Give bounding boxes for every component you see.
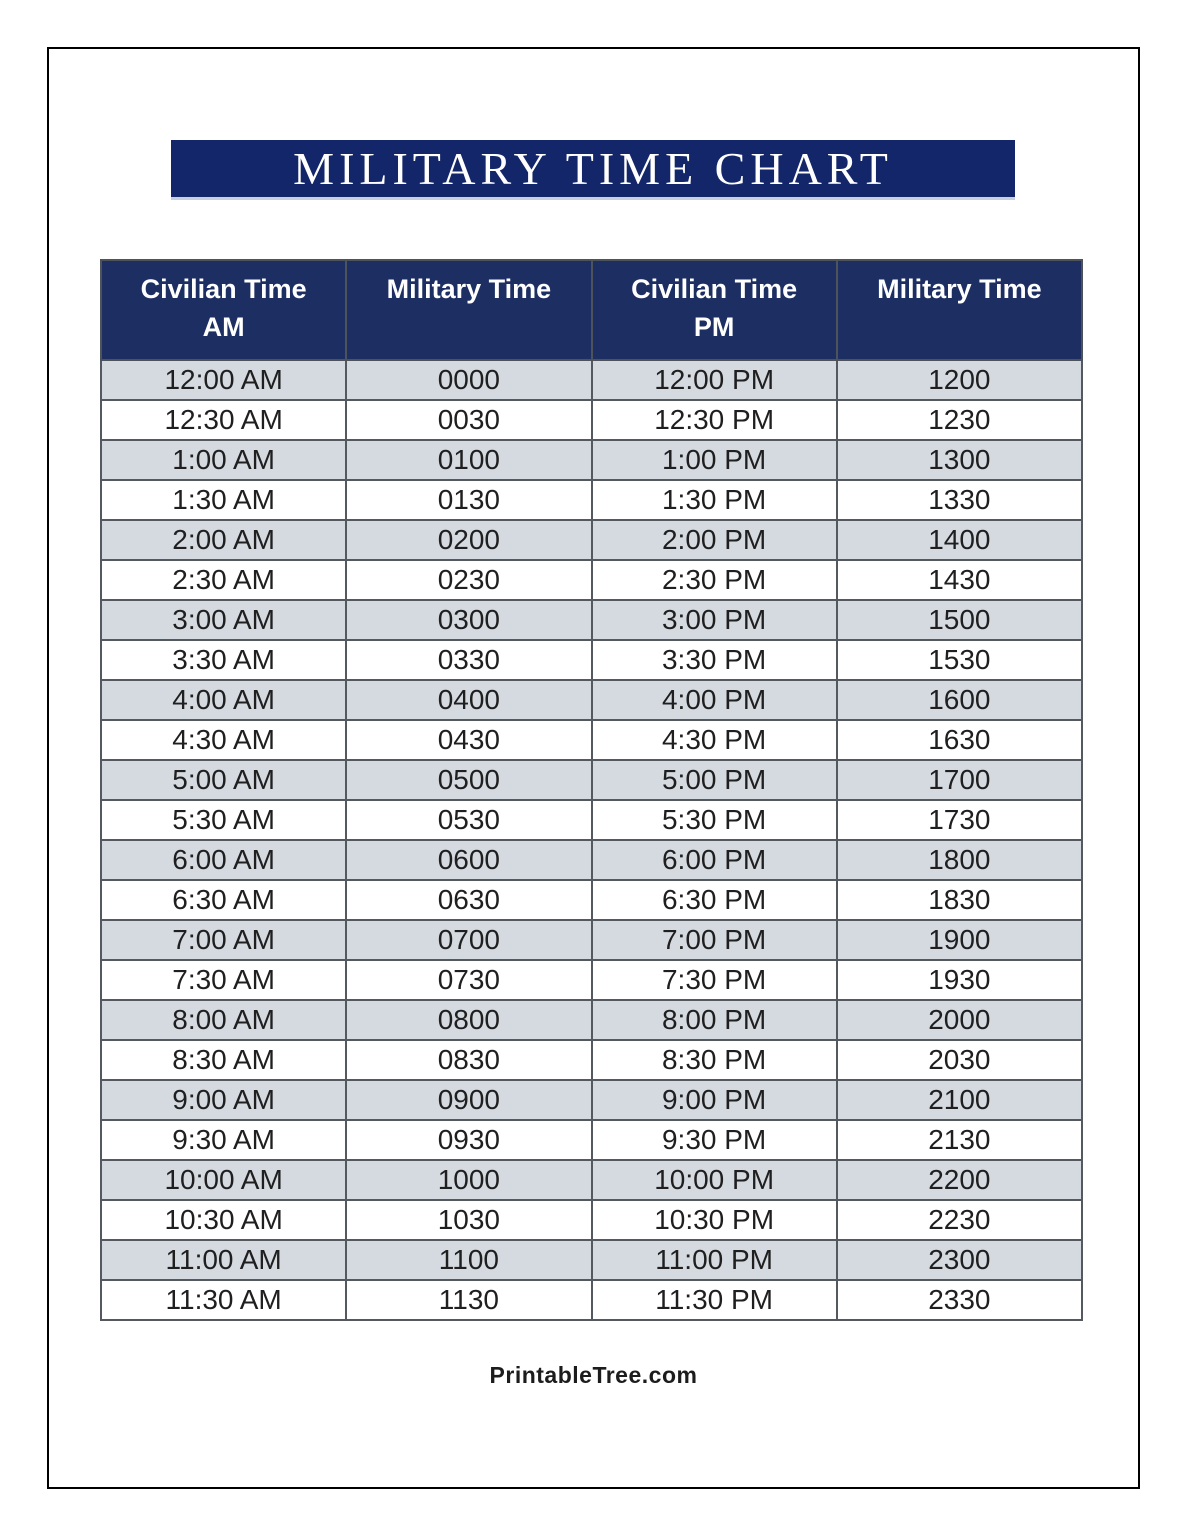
table-cell: 0630 (346, 880, 591, 920)
table-cell: 0530 (346, 800, 591, 840)
table-cell: 3:00 PM (592, 600, 837, 640)
table-row (101, 400, 1082, 440)
table-row (101, 960, 1082, 1000)
table-cell: 5:30 AM (101, 800, 346, 840)
table-cell: 2230 (837, 1200, 1082, 1240)
table-cell: 0100 (346, 440, 591, 480)
table-cell: 0700 (346, 920, 591, 960)
table-cell: 2330 (837, 1280, 1082, 1320)
table-cell: 10:30 PM (592, 1200, 837, 1240)
table-cell: 1230 (837, 400, 1082, 440)
table-cell: 6:30 PM (592, 880, 837, 920)
table-cell: 12:00 AM (101, 360, 346, 400)
table-cell: 10:30 AM (101, 1200, 346, 1240)
table-cell: 11:00 AM (101, 1240, 346, 1280)
table-cell: 2130 (837, 1120, 1082, 1160)
table-cell: 0830 (346, 1040, 591, 1080)
table-row (101, 480, 1082, 520)
table-cell: 11:30 AM (101, 1280, 346, 1320)
table-cell: 4:00 PM (592, 680, 837, 720)
table-cell: 1000 (346, 1160, 591, 1200)
column-header-sublabel: PM (693, 312, 735, 343)
table-cell: 1900 (837, 920, 1082, 960)
table-cell: 9:30 AM (101, 1120, 346, 1160)
page-title: MILITARY TIME CHART (293, 143, 893, 194)
table-cell: 1100 (346, 1240, 591, 1280)
table-cell: 1430 (837, 560, 1082, 600)
table-row (101, 560, 1082, 600)
table-row (101, 760, 1082, 800)
table-cell: 1630 (837, 720, 1082, 760)
table-cell: 0730 (346, 960, 591, 1000)
table-row (101, 1080, 1082, 1120)
footer-site-name: PrintableTree.com (489, 1362, 698, 1388)
military-time-table (100, 259, 1083, 1321)
title-banner (171, 140, 1015, 200)
table-cell: 3:00 AM (101, 600, 346, 640)
table-row (101, 1280, 1082, 1320)
table-cell: 2000 (837, 1000, 1082, 1040)
page-frame (47, 47, 1140, 1489)
table-cell: 11:00 PM (592, 1240, 837, 1280)
column-header-label: Civilian Time (631, 274, 798, 304)
table-row (101, 360, 1082, 400)
table-cell: 0800 (346, 1000, 591, 1040)
table-cell: 0230 (346, 560, 591, 600)
table-cell: 0900 (346, 1080, 591, 1120)
table-row (101, 1040, 1082, 1080)
table-cell: 2:00 AM (101, 520, 346, 560)
table-cell: 0930 (346, 1120, 591, 1160)
table-cell: 8:30 PM (592, 1040, 837, 1080)
column-header-civilian-pm (592, 260, 837, 360)
column-header-label: Civilian Time (140, 274, 307, 304)
table-cell: 2:30 PM (592, 560, 837, 600)
table-cell: 0430 (346, 720, 591, 760)
table-cell: 6:00 AM (101, 840, 346, 880)
table-cell: 1400 (837, 520, 1082, 560)
header-row (101, 260, 1082, 360)
table-cell: 1200 (837, 360, 1082, 400)
table-cell: 7:00 AM (101, 920, 346, 960)
table-cell: 9:30 PM (592, 1120, 837, 1160)
table-row (101, 440, 1082, 480)
table-row (101, 880, 1082, 920)
table-cell: 4:00 AM (101, 680, 346, 720)
table-row (101, 1240, 1082, 1280)
table-cell: 1130 (346, 1280, 591, 1320)
table-cell: 8:30 AM (101, 1040, 346, 1080)
table-cell: 0400 (346, 680, 591, 720)
table-cell: 11:30 PM (592, 1280, 837, 1320)
table-cell: 1:30 AM (101, 480, 346, 520)
table-row (101, 520, 1082, 560)
table-cell: 1600 (837, 680, 1082, 720)
table-row (101, 1200, 1082, 1240)
table-cell: 1530 (837, 640, 1082, 680)
table-cell: 1030 (346, 1200, 591, 1240)
table-cell: 0500 (346, 760, 591, 800)
table-cell: 1830 (837, 880, 1082, 920)
table-cell: 2100 (837, 1080, 1082, 1120)
table-row (101, 640, 1082, 680)
table-cell: 0300 (346, 600, 591, 640)
table-cell: 12:00 PM (592, 360, 837, 400)
column-header-label: Military Time (877, 274, 1042, 304)
table-cell: 1730 (837, 800, 1082, 840)
time-table-body (101, 360, 1082, 1320)
table-cell: 7:00 PM (592, 920, 837, 960)
table-cell: 10:00 PM (592, 1160, 837, 1200)
table-row (101, 920, 1082, 960)
table-cell: 3:30 PM (592, 640, 837, 680)
table-cell: 1:00 AM (101, 440, 346, 480)
table-cell: 2:00 PM (592, 520, 837, 560)
table-cell: 0330 (346, 640, 591, 680)
table-cell: 9:00 AM (101, 1080, 346, 1120)
table-row (101, 1160, 1082, 1200)
table-cell: 1300 (837, 440, 1082, 480)
table-row (101, 720, 1082, 760)
table-cell: 0200 (346, 520, 591, 560)
column-header-military-am (346, 260, 591, 360)
table-cell: 0130 (346, 480, 591, 520)
column-header-military-pm (837, 260, 1082, 360)
table-cell: 3:30 AM (101, 640, 346, 680)
table-cell: 4:30 AM (101, 720, 346, 760)
table-cell: 0000 (346, 360, 591, 400)
table-cell: 9:00 PM (592, 1080, 837, 1120)
table-cell: 0600 (346, 840, 591, 880)
table-cell: 0030 (346, 400, 591, 440)
table-cell: 12:30 PM (592, 400, 837, 440)
table-cell: 6:00 PM (592, 840, 837, 880)
table-row (101, 600, 1082, 640)
column-header-label: Military Time (386, 274, 552, 304)
table-row (101, 680, 1082, 720)
table-cell: 2200 (837, 1160, 1082, 1200)
table-cell: 5:00 AM (101, 760, 346, 800)
table-cell: 7:30 PM (592, 960, 837, 1000)
table-cell: 4:30 PM (592, 720, 837, 760)
table-cell: 1:00 PM (592, 440, 837, 480)
table-cell: 8:00 AM (101, 1000, 346, 1040)
table-cell: 1930 (837, 960, 1082, 1000)
table-cell: 5:00 PM (592, 760, 837, 800)
table-cell: 8:00 PM (592, 1000, 837, 1040)
table-cell: 2030 (837, 1040, 1082, 1080)
table-cell: 6:30 AM (101, 880, 346, 920)
table-row (101, 1120, 1082, 1160)
table-cell: 2300 (837, 1240, 1082, 1280)
table-cell: 1330 (837, 480, 1082, 520)
table-cell: 5:30 PM (592, 800, 837, 840)
table-row (101, 1000, 1082, 1040)
column-header-sublabel: AM (202, 312, 245, 343)
table-cell: 7:30 AM (101, 960, 346, 1000)
table-cell: 1500 (837, 600, 1082, 640)
table-cell: 2:30 AM (101, 560, 346, 600)
table-cell: 1:30 PM (592, 480, 837, 520)
column-header-civilian-am (101, 260, 346, 360)
table-cell: 12:30 AM (101, 400, 346, 440)
table-row (101, 800, 1082, 840)
table-cell: 1700 (837, 760, 1082, 800)
table-cell: 10:00 AM (101, 1160, 346, 1200)
table-row (101, 840, 1082, 880)
table-cell: 1800 (837, 840, 1082, 880)
time-table-header (101, 260, 1082, 360)
